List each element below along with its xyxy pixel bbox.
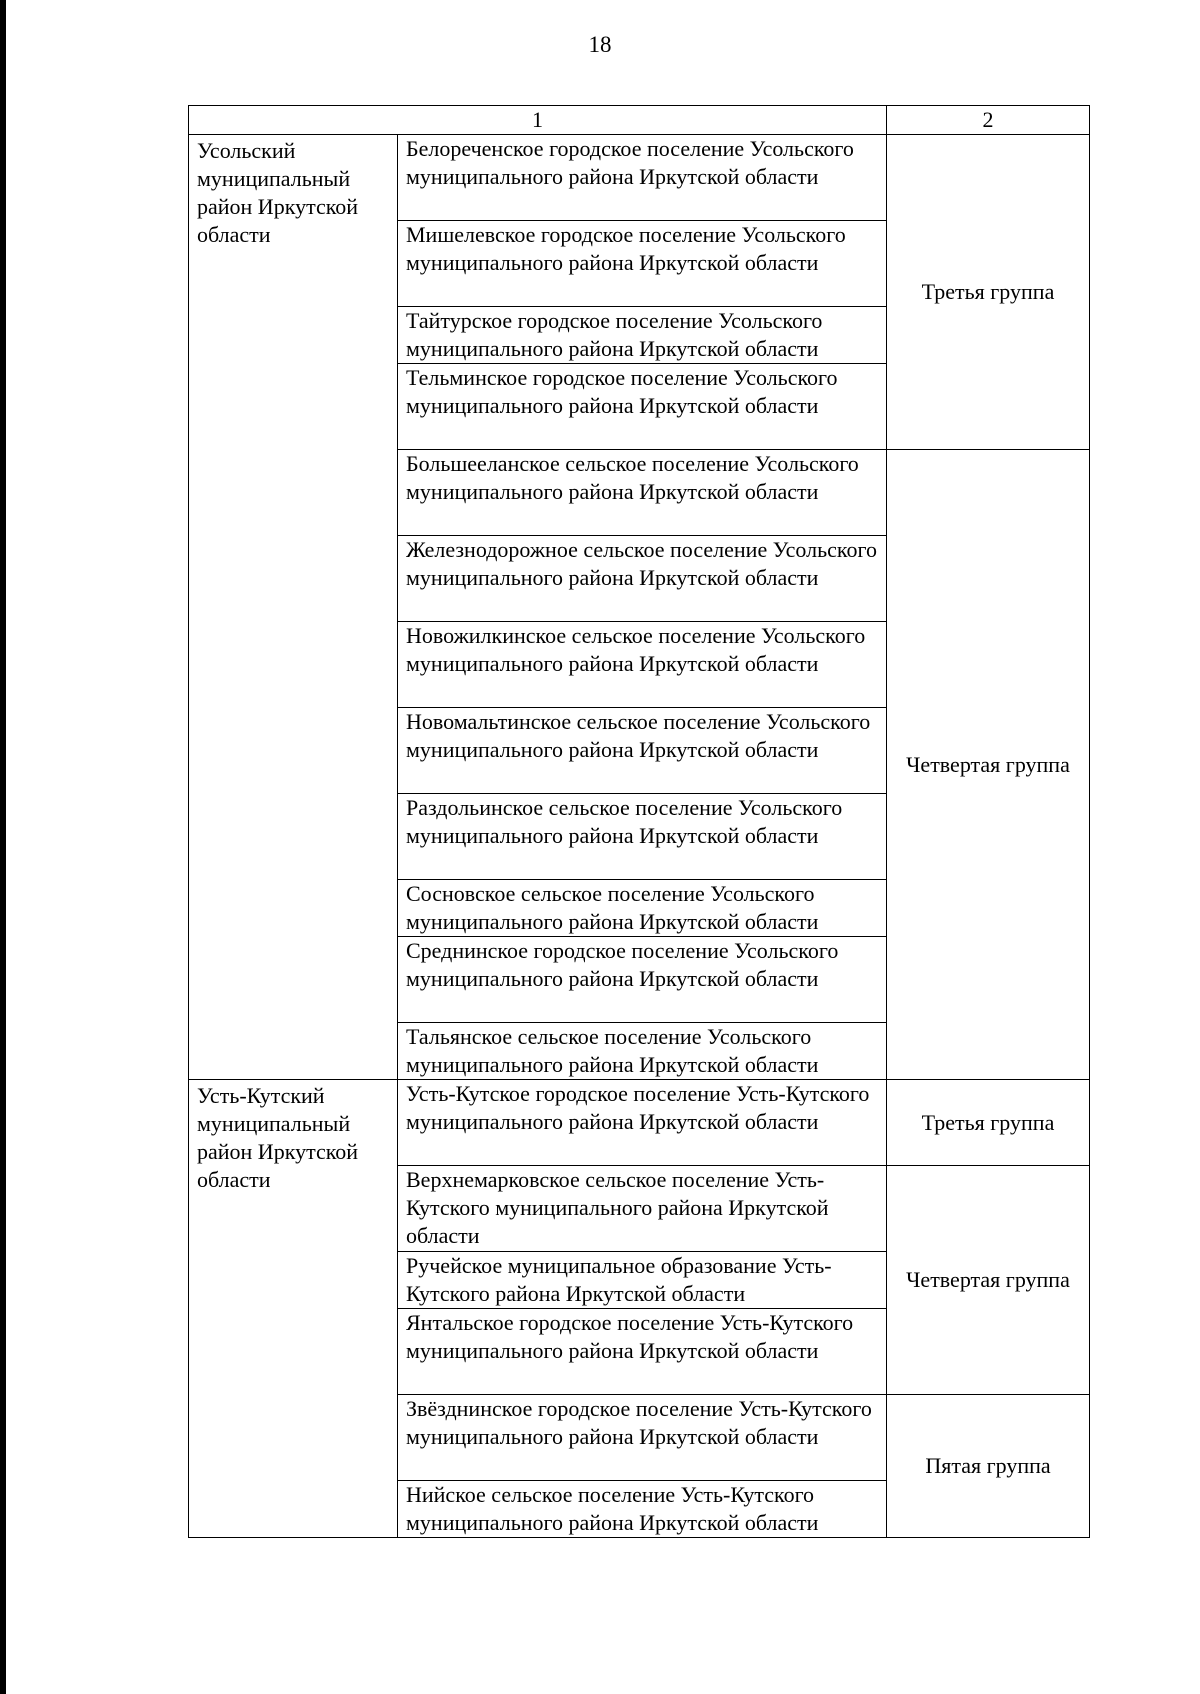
settlement-cell: Янтальское городское поселение Усть-Кутского муниципального района Иркутской области [398, 1309, 887, 1395]
settlement-cell: Сосновское сельское поселение Усольского муниципального района Иркутской области [398, 880, 887, 937]
settlement-cell: Большееланское сельское поселение Усольского муниципального района Иркутской области [398, 450, 887, 536]
settlement-cell: Звёзднинское городское поселение Усть-Кутского муниципального района Иркутской области [398, 1395, 887, 1481]
group-cell: Четвертая группа [887, 450, 1090, 1080]
settlement-cell: Ручейское муниципальное образование Усть-Кутского района Иркутской области [398, 1252, 887, 1309]
settlement-cell: Мишелевское городское поселение Усольского муниципального района Иркутской области [398, 221, 887, 307]
column-header-1: 1 [189, 106, 887, 135]
scan-edge [0, 0, 6, 1694]
table-row [189, 135, 1090, 221]
district-name: Усть-Кутский муниципальный район Иркутской области [189, 1080, 398, 1538]
group-cell: Пятая группа [887, 1395, 1090, 1538]
settlement-cell: Новожилкинское сельское поселение Усольского муниципального района Иркутской области [398, 622, 887, 708]
table-header-row [189, 106, 1090, 135]
column-header-2: 2 [887, 106, 1090, 135]
group-cell: Четвертая группа [887, 1166, 1090, 1395]
district-name: Усольский муниципальный район Иркутской области [189, 135, 398, 1080]
settlement-cell: Среднинское городское поселение Усольского муниципального района Иркутской области [398, 937, 887, 1023]
settlement-cell: Раздольинское сельское поселение Усольского муниципального района Иркутской области [398, 794, 887, 880]
settlement-cell: Тальянское сельское поселение Усольского муниципального района Иркутской области [398, 1023, 887, 1080]
settlement-cell: Верхнемарковское сельское поселение Усть-Кутского муниципального района Иркутской области [398, 1166, 887, 1252]
settlements-table [188, 105, 1090, 1538]
settlement-cell: Белореченское городское поселение Усольского муниципального района Иркутской области [398, 135, 887, 221]
settlement-cell: Нийское сельское поселение Усть-Кутского муниципального района Иркутской области [398, 1481, 887, 1538]
settlement-cell: Тельминское городское поселение Усольского муниципального района Иркутской области [398, 364, 887, 450]
settlement-cell: Усть-Кутское городское поселение Усть-Кутского муниципального района Иркутской области [398, 1080, 887, 1166]
group-cell: Третья группа [887, 135, 1090, 450]
settlement-cell: Железнодорожное сельское поселение Усольского муниципального района Иркутской области [398, 536, 887, 622]
table-row [189, 1080, 1090, 1166]
settlement-cell: Тайтурское городское поселение Усольского муниципального района Иркутской области [398, 307, 887, 364]
group-cell: Третья группа [887, 1080, 1090, 1166]
settlement-cell: Новомальтинское сельское поселение Усольского муниципального района Иркутской области [398, 708, 887, 794]
page-number: 18 [588, 32, 612, 57]
